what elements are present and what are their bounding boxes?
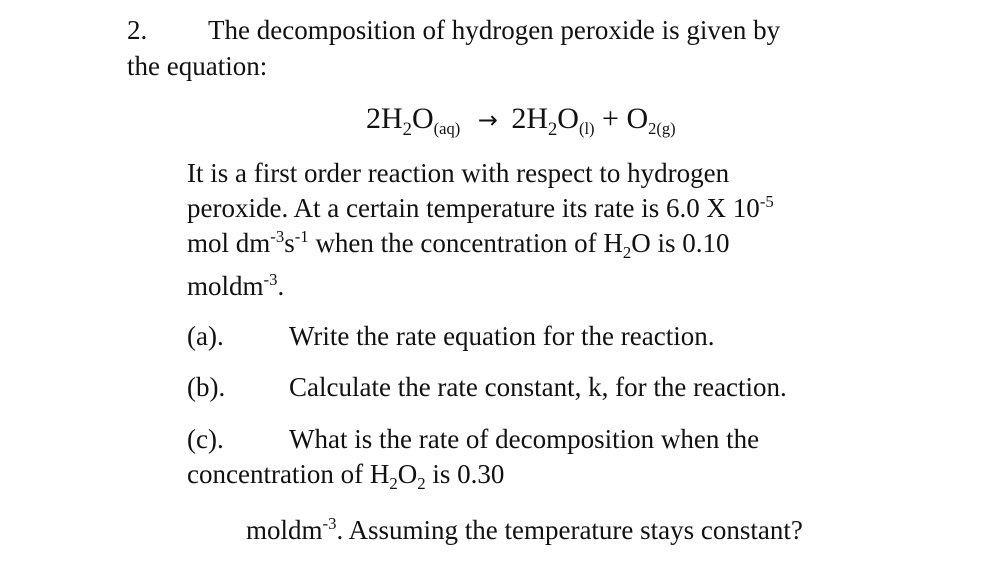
part-c-label-text: (c). xyxy=(187,424,224,454)
part-c-line2-c: is 0.30 xyxy=(425,459,505,489)
question-number-text: 2. xyxy=(127,15,148,45)
body-line1 xyxy=(187,157,729,189)
part-c-line2-a: concentration of H xyxy=(187,459,390,489)
reactant-o: O xyxy=(411,102,434,135)
body-line1-text: It is a first order reaction with respect to hydrogen xyxy=(187,158,730,188)
part-c-line3-exp: -3 xyxy=(322,513,337,533)
body-line3-d: O is 0.10 xyxy=(631,228,730,258)
reactant-h: 2H xyxy=(366,102,403,135)
question-intro-line2 xyxy=(127,50,267,82)
part-b-label xyxy=(187,371,225,403)
body-line2-exp: -5 xyxy=(759,191,774,211)
body-line3-sub: 2 xyxy=(622,242,632,262)
part-b-label-text: (b). xyxy=(187,372,226,402)
part-b-text xyxy=(289,371,787,403)
part-c-line3-a: moldm xyxy=(246,515,323,545)
reactant-sub: 2 xyxy=(402,118,412,140)
question-number xyxy=(127,14,147,46)
part-a-label xyxy=(187,320,224,352)
part-a-label-text: (a). xyxy=(187,321,224,351)
product1-state: (l) xyxy=(578,118,595,138)
product1-h: 2H xyxy=(511,102,548,135)
body-line2 xyxy=(187,192,774,224)
part-a-text xyxy=(289,320,714,352)
body-line4-exp: -3 xyxy=(263,269,278,289)
part-c-line2-sub1: 2 xyxy=(389,473,398,493)
body-line2-text: peroxide. At a certain temperature its rate is 6.0 X 10 xyxy=(187,193,760,223)
product2-plus-o: + O xyxy=(602,102,649,135)
product1-sub: 2 xyxy=(548,118,558,140)
part-c-line2 xyxy=(187,458,505,493)
body-line4 xyxy=(187,270,284,302)
part-c-line3 xyxy=(246,514,803,546)
body-line3-c: when the concentration of H xyxy=(308,228,623,258)
part-a-text-content: Write the rate equation for the reaction. xyxy=(289,321,715,351)
body-line3-b: s xyxy=(284,228,295,258)
body-line4-b: . xyxy=(277,271,285,301)
part-c-line3-b: . Assuming the temperature stays constant? xyxy=(336,515,803,545)
intro-line1-text: The decomposition of hydrogen peroxide is given by xyxy=(208,15,781,45)
part-c-line2-sub2: 2 xyxy=(417,473,426,493)
part-c-text xyxy=(289,423,759,455)
part-c-label xyxy=(187,423,224,455)
body-line4-a: moldm xyxy=(187,271,264,301)
reactant-state: (aq) xyxy=(433,118,461,138)
part-c-text-content: What is the rate of decomposition when the xyxy=(289,424,760,454)
body-line3 xyxy=(187,226,730,262)
part-b-text-content: Calculate the rate constant, k, for the reaction. xyxy=(289,372,787,402)
body-line3-exp2: -1 xyxy=(294,226,309,246)
intro-line2-text: the equation: xyxy=(127,51,268,81)
body-line3-a: mol dm xyxy=(187,228,271,258)
part-c-line2-b: O xyxy=(397,459,418,489)
product2-sub: 2(g) xyxy=(648,118,676,138)
body-line3-exp1: -3 xyxy=(270,226,285,246)
chemical-equation xyxy=(366,102,676,140)
reaction-arrow-icon: → xyxy=(477,106,498,134)
product1-o: O xyxy=(557,102,579,135)
question-intro-line1 xyxy=(208,14,780,46)
